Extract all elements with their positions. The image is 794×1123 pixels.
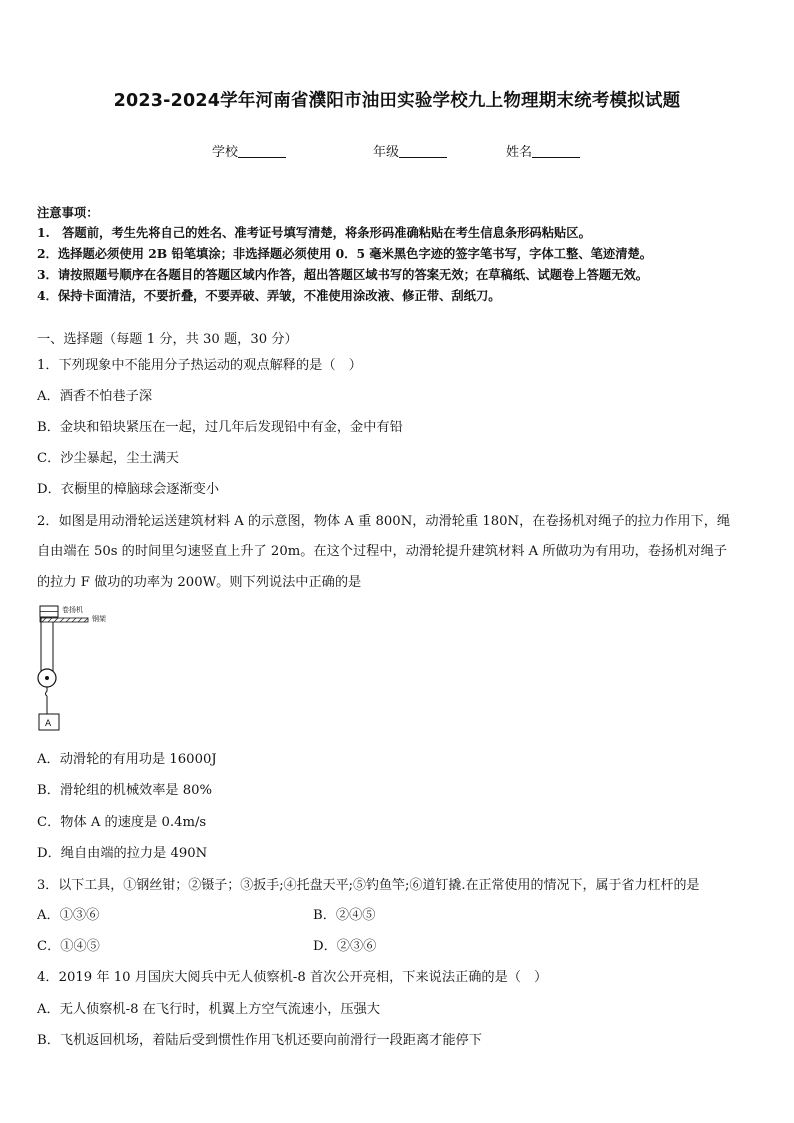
name-label: 姓名	[506, 145, 533, 160]
notice-item: 2．选择题必须使用 2B 铅笔填涂；非选择题必须使用 0．5 毫米黑色字迹的签字笔书写，字体工整、笔迹清楚。	[37, 246, 653, 261]
grade-blank[interactable]	[399, 144, 447, 158]
question-4-stem: 4．2019 年 10 月国庆大阅兵中无人侦察机-8 首次公开亮相，下来说法正确的是（ ）	[37, 970, 548, 985]
question-3-option-b[interactable]: B．②④⑤	[313, 908, 376, 923]
block-a-label: A	[45, 719, 52, 729]
school-field[interactable]	[212, 141, 286, 160]
question-1-option-b[interactable]: B．金块和铅块紧压在一起，过几年后发现铅中有金，金中有铅	[37, 420, 403, 435]
question-4-option-b[interactable]: B．飞机返回机场，着陆后受到惯性作用飞机还要向前滑行一段距离才能停下	[37, 1033, 482, 1048]
question-1-option-a[interactable]: A．酒香不怕巷子深	[37, 389, 153, 404]
question-2-stem-line: 自由端在 50s 的时间里匀速竖直上升了 20m。在这个过程中，动滑轮提升建筑材料 A 所做功为有用功，卷扬机对绳子	[37, 544, 727, 559]
notice-item: 4．保持卡面清洁，不要折叠，不要弄破、弄皱，不准使用涂改液、修正带、刮纸刀。	[37, 288, 501, 303]
question-3-option-d[interactable]: D．②③⑥	[313, 939, 377, 954]
winch-label: 卷扬机	[62, 606, 83, 614]
notice-item: 1. 答题前，考生先将自己的姓名、准考证号填写清楚，将条形码准确粘贴在考生信息条形码粘贴区。	[37, 225, 591, 240]
steel-frame	[40, 618, 88, 622]
name-blank[interactable]	[532, 144, 580, 158]
question-2-stem-line: 的拉力 F 做功的功率为 200W。则下列说法中正确的是	[37, 575, 362, 590]
notice-item: 3．请按照题号顺序在各题目的答题区域内作答，超出答题区域书写的答案无效；在草稿纸、试题卷上答题无效。	[37, 267, 649, 282]
question-3-option-c[interactable]: C．①④⑤	[37, 939, 100, 954]
question-4-option-a[interactable]: A．无人侦察机-8 在飞行时，机翼上方空气流速小，压强大	[37, 1002, 381, 1017]
grade-label: 年级	[373, 145, 400, 160]
question-3-stem: 3．以下工具，①钢丝钳；②镊子；③扳手;④托盘天平;⑤钓鱼竿;⑥道钉撬.在正常使用的情况下，属于省力杠杆的是	[37, 878, 700, 893]
grade-field[interactable]	[373, 141, 447, 160]
section-title: 一、选择题（每题 1 分，共 30 题，30 分）	[37, 332, 298, 347]
notice-heading: 注意事项：	[37, 205, 99, 220]
question-2-option-a[interactable]: A．动滑轮的有用功是 16000J	[37, 752, 217, 767]
hook-icon	[46, 687, 48, 696]
question-2-option-c[interactable]: C．物体 A 的速度是 0.4m/s	[37, 815, 207, 830]
question-2-option-d[interactable]: D．绳自由端的拉力是 490N	[37, 846, 208, 861]
question-1-option-c[interactable]: C．沙尘暴起，尘土满天	[37, 451, 179, 466]
question-1-stem: 1．下列现象中不能用分子热运动的观点解释的是（ ）	[37, 358, 362, 373]
pulley-figure	[34, 600, 114, 735]
school-blank[interactable]	[238, 144, 286, 158]
page-title: 2023-2024学年河南省濮阳市油田实验学校九上物理期末统考模拟试题	[113, 91, 681, 111]
question-3-option-a[interactable]: A．①③⑥	[37, 908, 100, 923]
school-label: 学校	[212, 145, 239, 160]
frame-label: 钢架	[92, 615, 106, 623]
question-1-option-d[interactable]: D．衣橱里的樟脑球会逐渐变小	[37, 482, 220, 497]
name-field[interactable]	[506, 141, 580, 160]
question-2-stem-line: 2．如图是用动滑轮运送建筑材料 A 的示意图，物体 A 重 800N，动滑轮重 180N，在卷扬机对绳子的拉力作用下，绳	[37, 514, 731, 529]
question-2-option-b[interactable]: B．滑轮组的机械效率是 80%	[37, 783, 213, 798]
